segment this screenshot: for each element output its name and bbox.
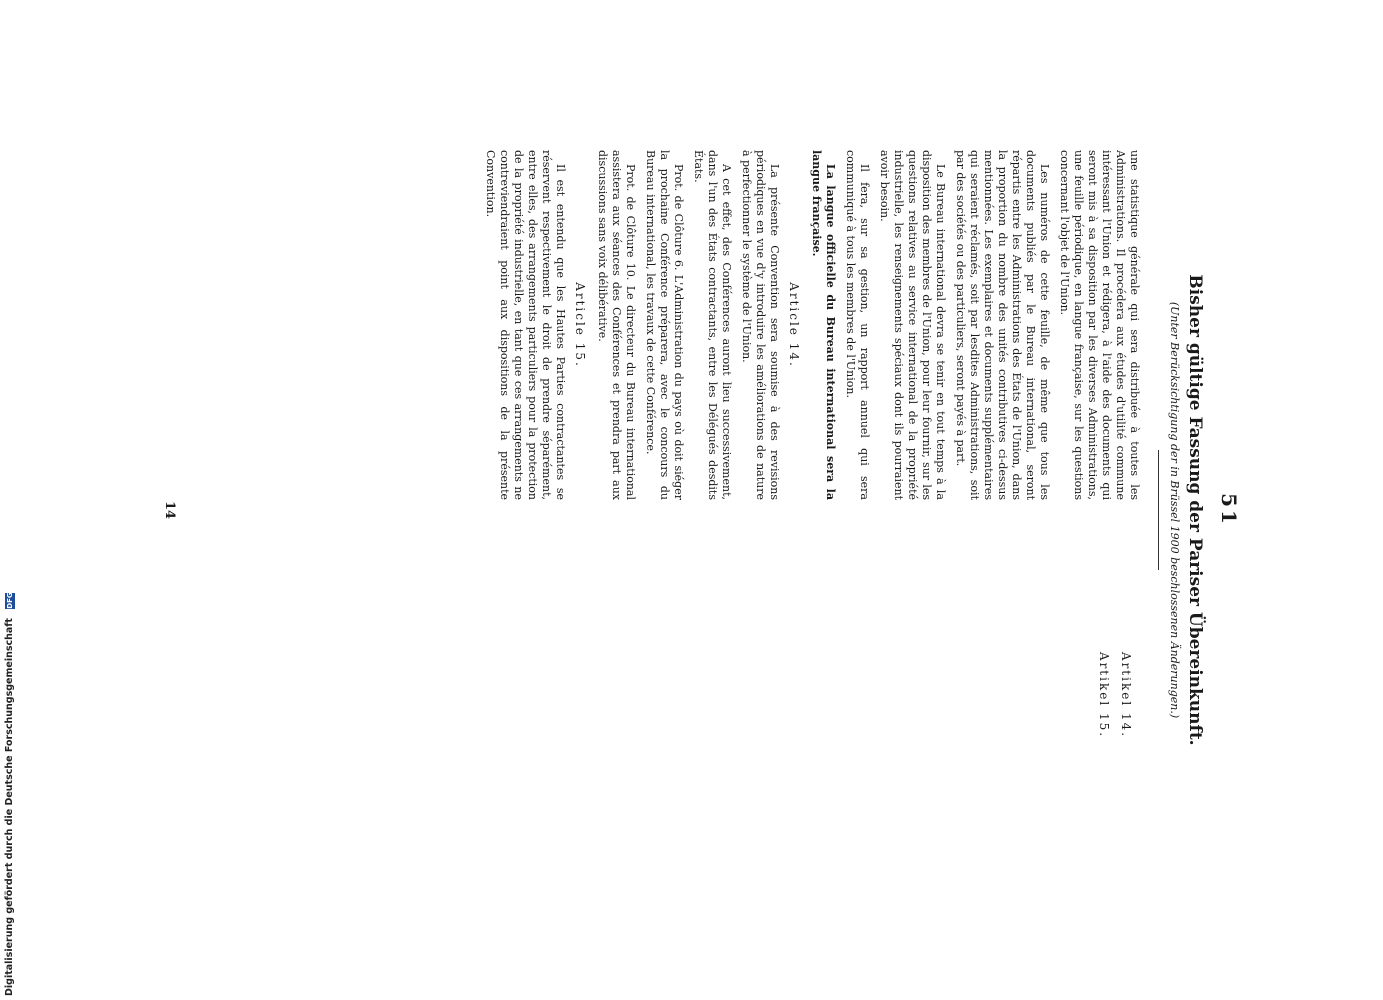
- paragraph: Prot. de Clôture 6. L'Administration du pays où doit siéger la prochaine Conférence préparera, avec le concours du Bureau international, les travaux de cette Conférence.: [644, 150, 685, 500]
- title-rule: [1158, 450, 1159, 570]
- article-heading: Artikel 14.: [1119, 651, 1133, 739]
- article-heading: Article 15.: [573, 282, 587, 368]
- scan-credit-text: Digitalisierung gefördert durch die Deutsche Forschungsgemeinschaft: [4, 618, 15, 996]
- paragraph: La présente Convention sera soumise à des revisions périodiques en vue d'y introduire les améliorations de nature à perfectionner le système de l'Union.: [740, 150, 781, 500]
- scan-credit-line: [4, 6, 18, 996]
- page-number: 51: [1217, 493, 1241, 527]
- paragraph: Les numéros de cette feuille, de même que tous les documents publiés par le Bureau international, seront répartis entre les Administrations des États de l'Union, dans la proportion du nombre des unités contributives ci-dessus mentionnées. Les exemplaires et documents supplémentaires qui seraient réclamés, soit par lesdites Administrations, soit par des sociétés ou des particuliers, seront payés à part.: [954, 150, 1051, 500]
- german-column: [1091, 520, 1141, 870]
- article-heading: Artikel 15.: [1097, 651, 1111, 739]
- paragraph: Prot. de Clôture 10. Le directeur du Bureau international assistera aux séances des Conférences et prendra part aux discussions sans voix délibérative.: [596, 150, 637, 500]
- paragraph: une statistique générale qui sera distribuée à toutes les Administrations. Il procédera aux études d'utilité commune intéressant l'Union et rédigera, à l'aide des documents qui seront mis à sa disposition par les diverses Administrations, une feuille périodique, en langue française, sur les questions concernant l'objet de l'Union.: [1058, 150, 1141, 500]
- french-column: [477, 150, 1141, 500]
- paragraph: Il est entendu que les Hautes Parties contractantes se réservent respectivement le droit de prendre séparément, entre elles, des arrangements particuliers pour la protection de la propriété industrielle, en tant que ces arrangements ne contreviendraient point aux dispositions de la présente Convention.: [484, 150, 567, 500]
- paragraph: Il fera, sur sa gestion, un rapport annuel qui sera communiqué à tous les membres de l'Union.: [844, 150, 871, 500]
- paragraph: Le Bureau international devra se tenir en tout temps à la disposition des membres de l'Union, pour leur fournir, sur les questions relatives au service international de la propriété industrielle, les renseignements spéciaux dont ils pourraient avoir besoin.: [878, 150, 947, 500]
- page-title: Bisher gültige Fassung der Pariser Übereinkunft.: [1185, 274, 1205, 746]
- rotated-document-page: [141, 150, 1241, 870]
- leaf-number: 14: [162, 500, 177, 520]
- paragraph: A cet effet, des Conférences auront lieu successivement, dans l'un des États contractants, entre les Délégués desdits États.: [692, 150, 733, 500]
- page-subtitle: (Unter Berücksichtigung der in Brüssel 1900 beschlossenen Änderungen.): [1168, 301, 1181, 719]
- paragraph: La langue officielle du Bureau international sera la langue française.: [810, 150, 837, 500]
- dfg-logo-icon: DFG: [5, 592, 14, 609]
- article-heading: Article 14.: [787, 282, 801, 368]
